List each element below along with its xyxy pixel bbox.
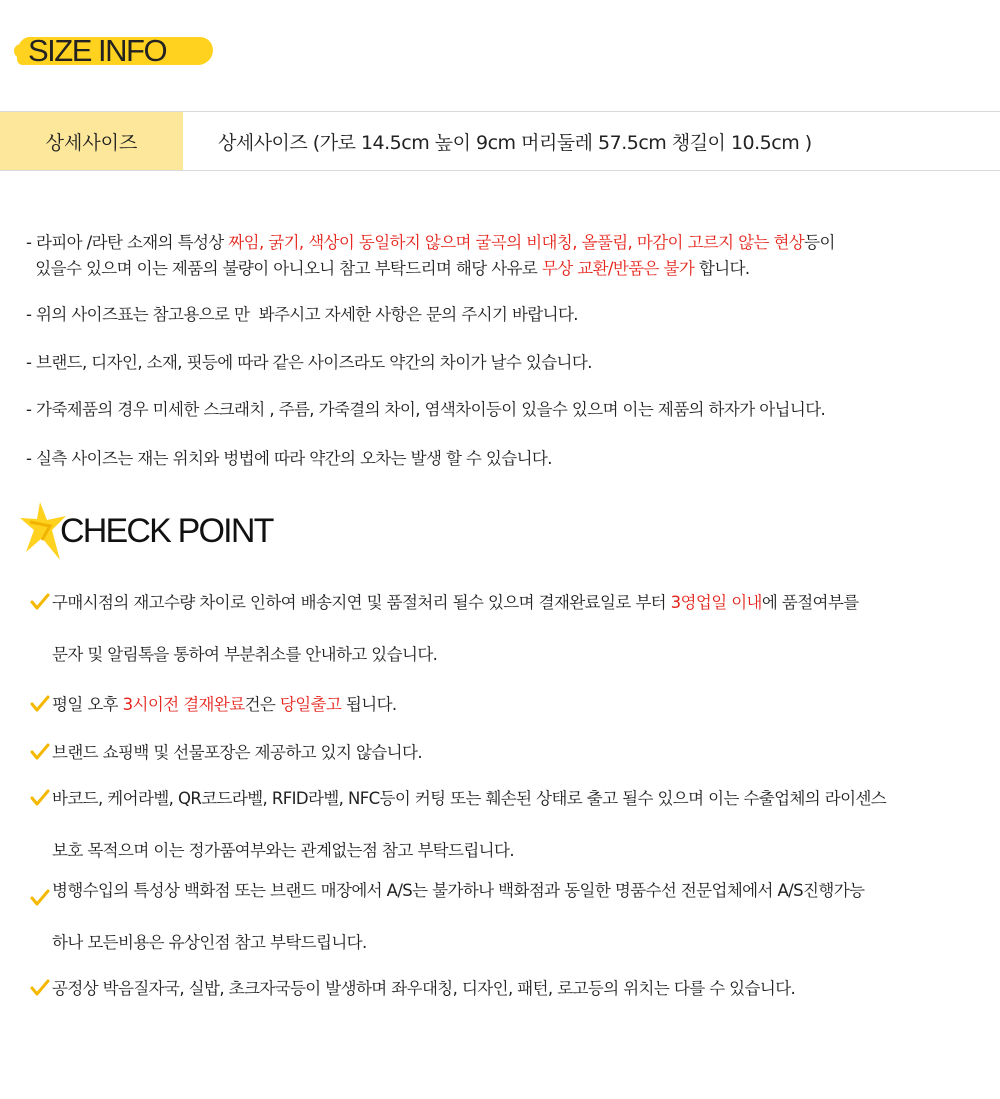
highlight-text: 3시이전 결재완료	[122, 695, 245, 714]
text-segment: 보호 목적으며 이는 정가품여부와는 관계없는점 참고 부탁드립니다.	[52, 841, 515, 860]
check-item-line	[52, 930, 367, 956]
size-table-value: 상세사이즈 (가로 14.5cm 높이 9cm 머리둘레 57.5cm 챙길이 10.5cm )	[218, 131, 812, 154]
check-point-title: CHECK POINT	[60, 511, 273, 550]
text-segment: 문자 및 알림톡을 통하여 부분취소를 안내하고 있습니다.	[52, 645, 438, 664]
highlight-text: 짜임, 굵기, 색상이 동일하지 않으며 굴곡의 비대칭, 올풀림, 마감이 고르지 않는 현상	[228, 233, 805, 252]
text-segment: 평일 오후	[52, 695, 123, 714]
check-item-line	[52, 642, 437, 668]
text-segment: 브랜드 쇼핑백 및 선물포장은 제공하고 있지 않습니다.	[52, 743, 422, 762]
note-line	[26, 446, 552, 472]
check-mark-icon	[30, 788, 50, 808]
highlight-text: 당일출고	[279, 695, 342, 714]
check-item-line	[52, 838, 514, 864]
text-segment: 등이	[804, 233, 835, 252]
size-info-title: SIZE INFO	[28, 33, 167, 68]
text-segment: 합니다.	[694, 259, 750, 278]
check-item-line	[52, 692, 397, 718]
highlight-text: 무상 교환/반품은 불가	[541, 259, 695, 278]
highlight-text: 3영업일 이내	[670, 593, 762, 612]
note-line	[26, 302, 578, 328]
text-segment: 건은	[244, 695, 280, 714]
text-segment: - 위의 사이즈표는 참고용으로 만 봐주시고 자세한 사항은 문의 주시기 바랍니다.	[26, 305, 578, 324]
text-segment: - 브랜드, 디자인, 소재, 핏등에 따라 같은 사이즈라도 약간의 차이가 날수 있습니다.	[26, 353, 592, 372]
text-segment: 바코드, 케어라벨, QR코드라벨, RFID라벨, NFC등이 커팅 또는 훼손된 상태로 출고 될수 있으며 이는 수출업체의 라이센스	[52, 789, 887, 808]
note-line	[26, 350, 592, 376]
note-line	[26, 230, 835, 256]
text-segment: 있을수 있으며 이는 제품의 불량이 아니오니 참고 부탁드리며 해당 사유로	[26, 259, 542, 278]
check-mark-icon	[30, 888, 50, 908]
size-info-heading	[14, 30, 166, 72]
check-item-line	[52, 786, 886, 812]
check-mark-icon	[30, 694, 50, 714]
text-segment: 공정상 박음질자국, 실밥, 초크자국등이 발생하며 좌우대칭, 디자인, 패턴, 로고등의 위치는 다를 수 있습니다.	[52, 979, 796, 998]
text-segment: 하나 모든비용은 유상인점 참고 부탁드립니다.	[52, 933, 367, 952]
check-item-line	[52, 976, 795, 1002]
check-item-line	[52, 590, 859, 616]
text-segment: 구매시점의 재고수량 차이로 인하여 배송지연 및 품절처리 될수 있으며 결재완료일로 부터	[52, 593, 671, 612]
check-mark-icon	[30, 978, 50, 998]
text-segment: 에 품절여부를	[761, 593, 859, 612]
check-point-heading	[20, 500, 273, 562]
text-segment: 됩니다.	[341, 695, 397, 714]
check-mark-icon	[30, 592, 50, 612]
note-line	[26, 256, 750, 282]
size-table	[0, 111, 1000, 171]
check-item-line	[52, 878, 864, 904]
text-segment: - 라피아 /라탄 소재의 특성상	[26, 233, 229, 252]
check-mark-icon	[30, 742, 50, 762]
text-segment: - 가죽제품의 경우 미세한 스크래치 , 주름, 가죽결의 차이, 염색차이등이 있을수 있으며 이는 제품의 하자가 아닙니다.	[26, 400, 826, 419]
size-table-label: 상세사이즈	[0, 112, 183, 170]
note-line	[26, 397, 825, 423]
text-segment: 병행수입의 특성상 백화점 또는 브랜드 매장에서 A/S는 불가하나 백화점과 동일한 명품수선 전문업체에서 A/S진행가능	[52, 881, 865, 900]
text-segment: - 실측 사이즈는 재는 위치와 벙법에 따라 약간의 오차는 발생 할 수 있습니다.	[26, 449, 552, 468]
check-item-line	[52, 740, 422, 766]
